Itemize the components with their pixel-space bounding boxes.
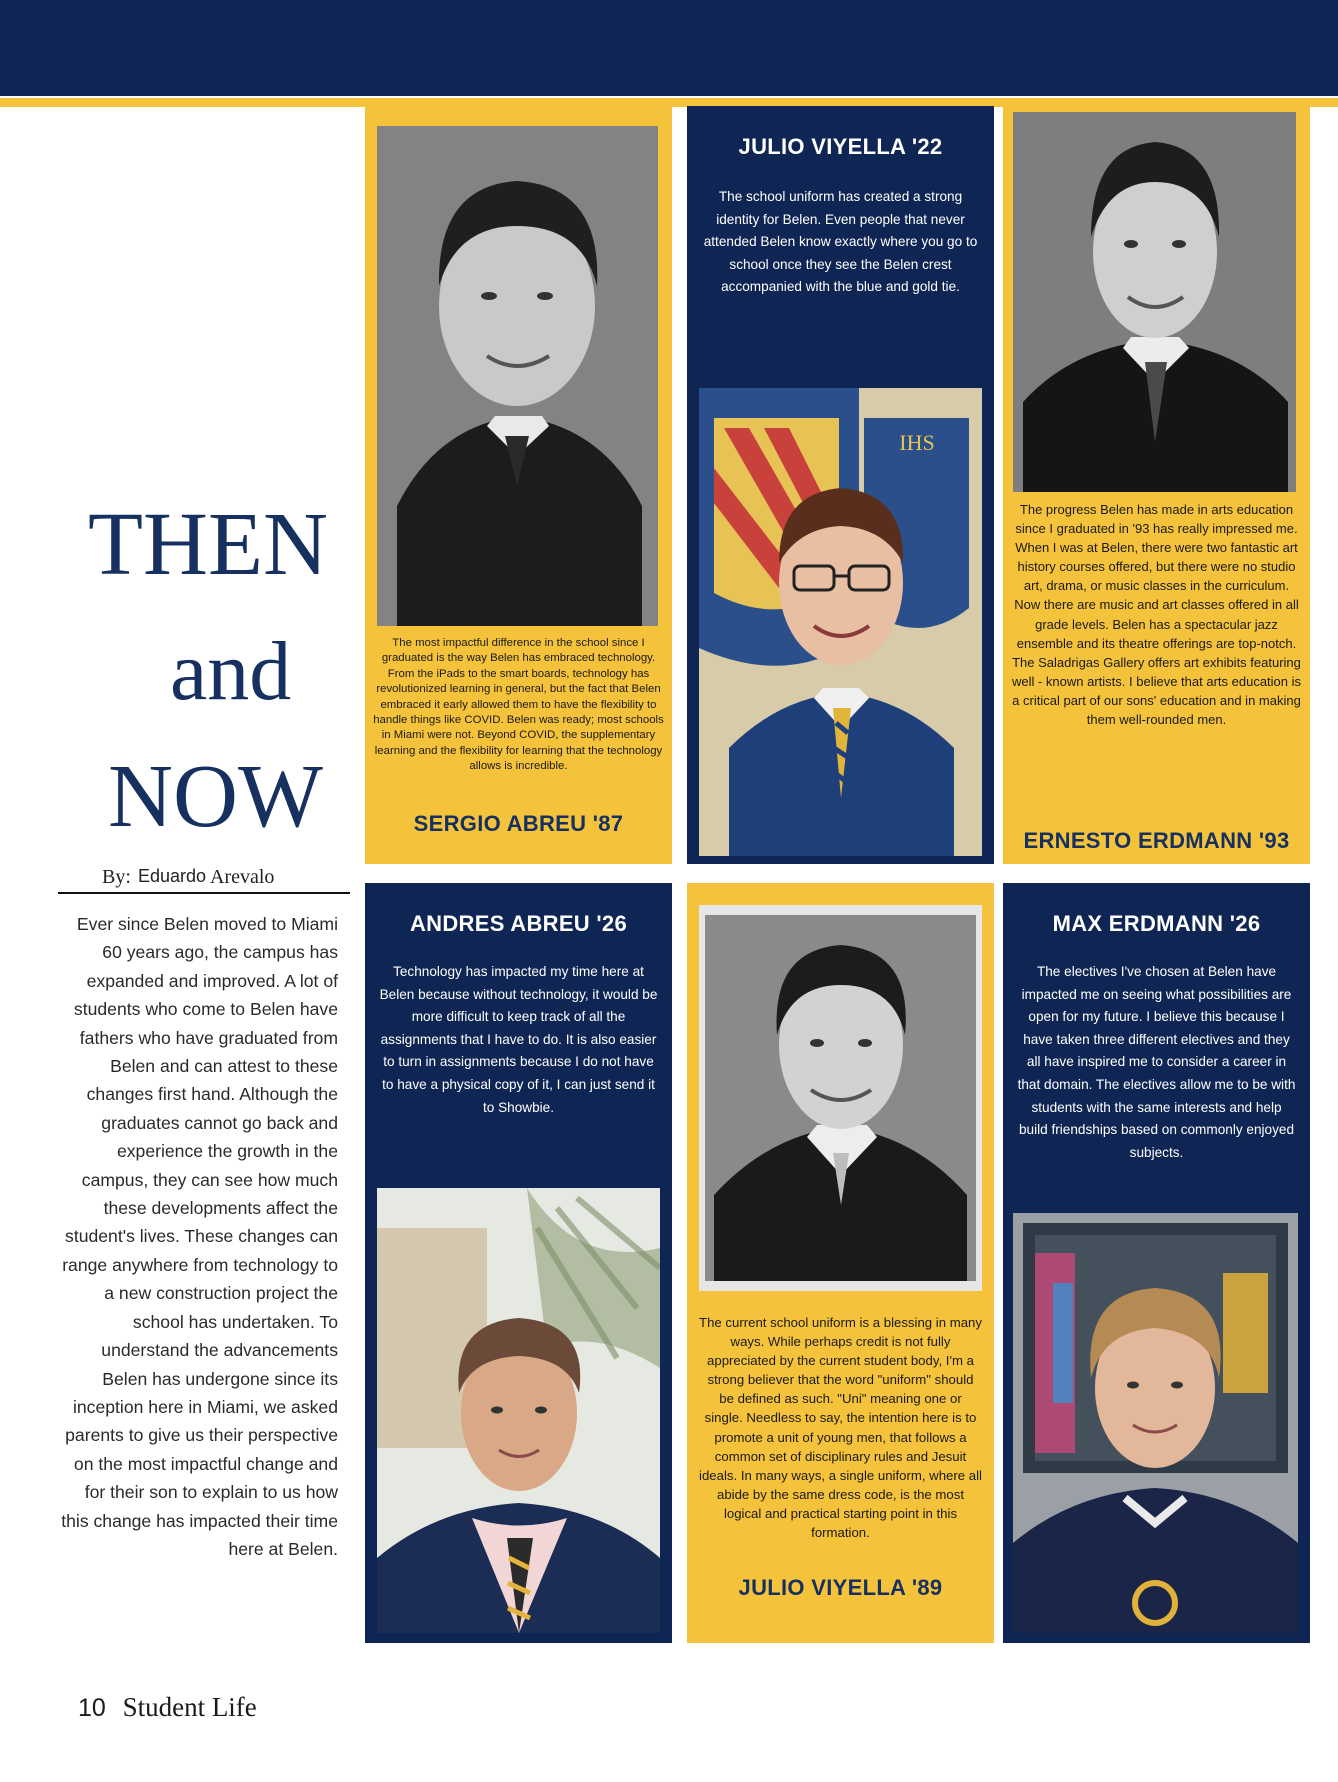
- byline: [58, 862, 350, 894]
- title-now: NOW: [108, 747, 323, 846]
- byline-label: By:: [102, 866, 131, 888]
- sergio-quote: The most impactful difference in the school since I graduated is the way Belen has embraced technology. From the iPads to the smart boards, technology has revolutionized learning in general, but the fact that Belen embraced it early allowed them to have the flexibility to handle things like COVID. Belen was ready; most schools in Miami were not. Beyond COVID, the supplementary learning and the flexibility for learning that the technology allows is incredible.: [373, 637, 664, 773]
- page-footer: [78, 1692, 267, 1723]
- andres-quote: Technology has impacted my time here at Belen because without technology, it would be more difficult to keep track of all the assignments that I have to do. It is also easier to turn in assignments because I do not have to have a physical copy of it, I can just send it to Showbie.: [379, 964, 658, 1115]
- intro-text: Ever since Belen moved to Miami 60 years ago, the campus has expanded and improved. A lot of students who come to Belen have fathers who have graduated from Belen and can attest to these changes first hand. Although the graduates cannot go back and experience the growth in the campus, they can see how much these developments affect the student's lives. These changes can range anywhere from technology to a new construction project the school has undertaken. To understand the advancements Belen has undergone since its inception here in Miami, we asked parents to give us their perspective on the most impactful change and for their son to explain to us how this change has impacted their time here at Belen.: [61, 914, 338, 1559]
- julio22-photo: [699, 388, 982, 856]
- julio22-quote: The school uniform has created a strong identity for Belen. Even people that never attended Belen know exactly where you go to school once they see the Belen crest accompanied with the blue and gold tie.: [703, 189, 978, 295]
- julio89-portrait: [699, 905, 982, 1291]
- author-last-name: Arevalo: [210, 866, 275, 888]
- andres-name: ANDRES ABREU '26: [409, 911, 628, 936]
- section-name: Student Life: [122, 1692, 257, 1722]
- header-band: [0, 0, 1338, 96]
- julio89-quote: The current school uniform is a blessing in many ways. While perhaps credit is not fully appreciated by the current student body, I'm a strong believer that the word "uniform" should be defined as such. "Uni" meaning one or single. Needless to say, the intention here is to promote a unit of young men, that follows a common set of disciplinary rules and Jesuit ideals. In many ways, a single uniform, where all abide by the same dress code, is the most logical and practical starting point in this formation.: [699, 1315, 982, 1541]
- title-then: THEN: [88, 495, 328, 594]
- crest-monogram: IHS: [899, 430, 935, 455]
- andres-photo: [377, 1188, 660, 1633]
- author-first-name: Eduardo: [138, 866, 207, 886]
- profile-andres-abreu: [365, 883, 672, 1643]
- profile-max-erdmann: [1003, 883, 1310, 1643]
- max-quote: The electives I've chosen at Belen have impacted me on seeing what possibilities are open for my future. I believe this because I have taken three different electives and they all have inspired me to consider a career in that domain. The electives allow me to be with students with the same interests and help build friendships based on commonly enjoyed subjects.: [1017, 964, 1296, 1160]
- title-and: and: [170, 625, 292, 718]
- max-name: MAX ERDMANN '26: [1052, 911, 1261, 936]
- julio89-name: JULIO VIYELLA '89: [738, 1575, 943, 1600]
- profile-ernesto-erdmann: [1003, 106, 1310, 864]
- profile-julio-viyella-89: [687, 883, 994, 1643]
- sergio-portrait: [377, 126, 658, 626]
- julio22-name: JULIO VIYELLA '22: [738, 134, 943, 159]
- page-number: 10: [78, 1694, 106, 1722]
- sergio-name: SERGIO ABREU '87: [413, 811, 624, 836]
- ernesto-name: ERNESTO ERDMANN '93: [1023, 828, 1290, 853]
- profile-julio-viyella-22: [687, 106, 994, 864]
- ernesto-portrait: [1013, 112, 1296, 492]
- ernesto-quote: The progress Belen has made in arts education since I graduated in '93 has really impressed me. When I was at Belen, there were two fantastic art history courses offered, but there were no studio art, drama, or music classes in the curriculum. Now there are music and art classes offered in all grade levels. Belen has a spectacular jazz ensemble and its theatre offerings are top-notch. The Saladrigas Gallery offers art exhibits featuring well - known artists. I believe that arts education is a critical part of our sons' education and in making them well-rounded men.: [1011, 502, 1302, 728]
- profile-sergio-abreu: [365, 106, 672, 864]
- max-photo: [1013, 1213, 1298, 1633]
